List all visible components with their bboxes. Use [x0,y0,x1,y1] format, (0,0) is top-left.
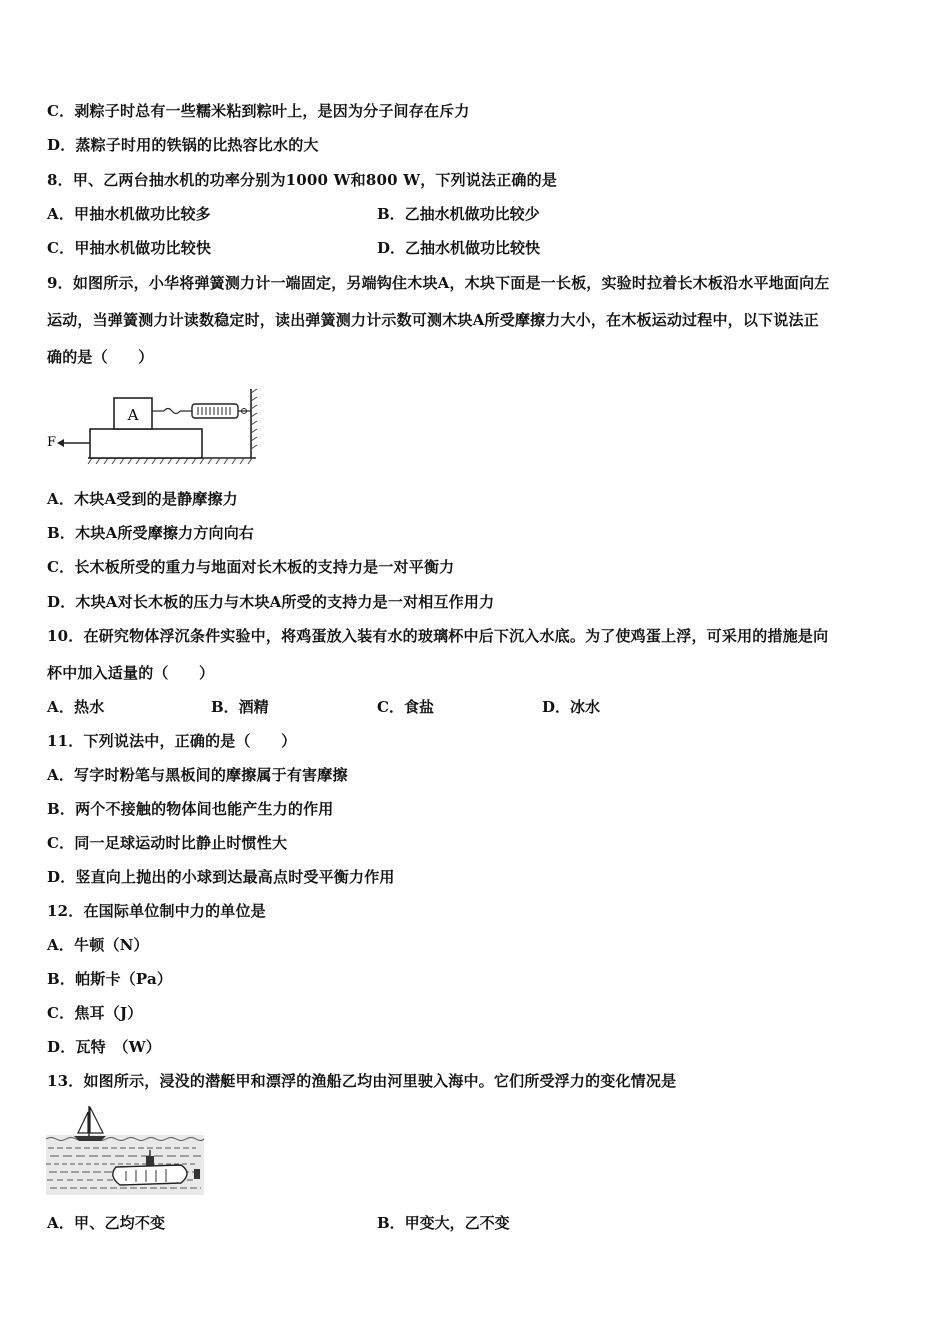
q7-option-d: D．蒸粽子时用的铁锅的比热容比水的大 [47,136,319,154]
q8-option-b: B．乙抽水机做功比较少 [377,205,540,223]
q9-stem-line2: 运动，当弹簧测力计读数稳定时，读出弹簧测力计示数可测木块A所受摩擦力大小，在木板运动过程中，以下说法正 [47,311,819,329]
q11-option-d: D．竖直向上抛出的小球到达最高点时受平衡力作用 [47,868,395,886]
q10-option-c: C．食盐 [377,698,434,716]
q8-option-c: C．甲抽水机做功比较快 [47,239,212,257]
q11-option-b: B．两个不接触的物体间也能产生力的作用 [47,800,334,818]
q8-option-a: A．甲抽水机做功比较多 [47,205,211,223]
q9-option-c: C．长木板所受的重力与地面对长木板的支持力是一对平衡力 [47,558,455,576]
q12-option-b: B．帕斯卡（Pa） [47,970,173,988]
q9-option-b: B．木块A所受摩擦力方向向右 [47,524,255,542]
q10-option-d: D．冰水 [542,698,601,716]
q9-force-label: F [47,435,57,450]
q9-option-d: D．木块A对长木板的压力与木块A所受的支持力是一对相互作用力 [47,593,495,611]
q9-stem-line1: 9．如图所示，小华将弹簧测力计一端固定，另端钩住木块A，木块下面是一长板，实验时拉着长木板沿水平地面向左 [47,274,830,292]
q8-option-d: D．乙抽水机做功比较快 [377,239,541,257]
q13-stem: 13．如图所示，浸没的潜艇甲和漂浮的渔船乙均由河里驶入海中。它们所受浮力的变化情况是 [47,1072,677,1090]
q13-sea-boats-figure [46,1103,206,1197]
q12-option-a: A．牛顿（N） [47,936,149,954]
q10-stem-line1: 10．在研究物体浮沉条件实验中，将鸡蛋放入装有水的玻璃杯中后下沉入水底。为了使鸡蛋上浮，可采用的措施是向 [47,627,829,645]
q9-option-a: A．木块A受到的是静摩擦力 [47,490,238,508]
q12-stem: 12．在国际单位制中力的单位是 [47,902,266,920]
q10-option-b: B．酒精 [211,698,269,716]
q9-spring-scale-figure [44,385,264,467]
q12-option-c: C．焦耳（J） [47,1004,143,1022]
q9-stem-line3: 确的是（ ） [47,348,154,366]
q11-option-a: A．写字时粉笔与黑板间的摩擦属于有害摩擦 [47,766,348,784]
q13-option-a: A．甲、乙均不变 [47,1214,166,1232]
q8-stem: 8．甲、乙两台抽水机的功率分别为1000 W和800 W，下列说法正确的是 [47,171,558,189]
q10-stem-line2: 杯中加入适量的（ ） [47,664,215,682]
q12-option-d: D．瓦特 （W） [47,1038,161,1056]
q13-option-b: B．甲变大，乙不变 [377,1214,510,1232]
q11-stem: 11．下列说法中，正确的是（ ） [47,732,297,750]
q11-option-c: C．同一足球运动时比静止时惯性大 [47,834,288,852]
q7-option-c: C．剥粽子时总有一些糯米粘到粽叶上，是因为分子间存在斥力 [47,102,470,120]
q9-block-label: A [127,406,139,424]
q10-option-a: A．热水 [47,698,105,716]
